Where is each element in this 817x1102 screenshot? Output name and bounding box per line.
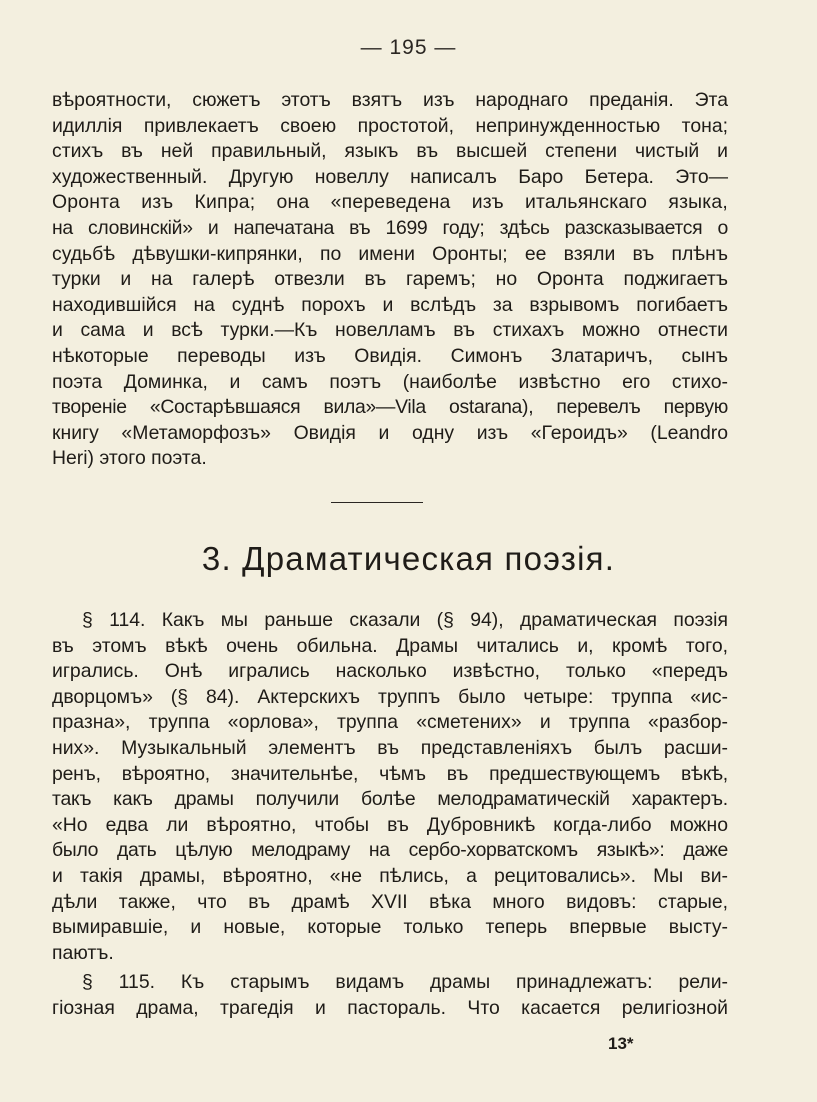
text-line: было дать цѣлую мелодраму на сербо-хорватскомъ языкѣ»: даже [52, 839, 728, 862]
text-line: паютъ. [52, 941, 114, 964]
text-line: них». Музыкальный элементъ въ представленіяхъ былъ расши- [52, 736, 728, 759]
text-line: Оронта изъ Кипра; она «переведена изъ итальянскаго языка, [52, 191, 728, 214]
text-line: такъ какъ драмы получили болѣе мелодраматическій характеръ. [52, 788, 728, 811]
paragraph-114 [52, 608, 728, 966]
text-line: § 115. Къ старымъ видамъ драмы принадлежатъ: рели- [82, 971, 728, 993]
paragraph-oronta [52, 88, 728, 472]
text-line: твореніе «Состарѣвшаяся вила»—Vila ostarana), перевелъ первую [52, 396, 728, 419]
text-line: дворцомъ» (§ 84). Актерскихъ труппъ было четыре: труппа «ис- [52, 685, 728, 708]
section-divider [331, 502, 423, 503]
text-line: турки и на галерѣ отвезли въ гаремъ; но Оронта поджигаетъ [52, 268, 728, 291]
text-line: игрались. Онѣ игрались насколько извѣстно, только «передъ [52, 660, 728, 683]
text-line: и такія драмы, вѣроятно, «не пѣлись, а рецитовались». Мы ви- [52, 864, 728, 887]
paragraph-115 [52, 970, 728, 1021]
text-line: книгу «Метаморфозъ» Овидія и одну изъ «Героидъ» (Leandro [52, 421, 728, 444]
text-line: стихъ въ ней правильный, языкъ въ высшей степени чистый и [52, 140, 728, 163]
text-line: вымиравшіе, и новые, которые только теперь впервые высту- [52, 916, 728, 939]
text-line: художественный. Другую новеллу написалъ Баро Бетера. Это— [52, 165, 728, 188]
text-line: поэта Доминка, и самъ поэтъ (наиболѣе извѣстно его стихо- [52, 370, 728, 393]
text-line: на словинскій» и напечатана въ 1699 году; здѣсь разсказывается о [52, 216, 728, 239]
text-line: и сама и всѣ турки.—Къ новелламъ въ стихахъ можно отнести [52, 319, 728, 342]
page-number-header: — 195 — [360, 36, 457, 59]
text-line: гіозная драма, трагедія и пастораль. Что касается религіозной [52, 996, 728, 1019]
signature-mark: 13* [608, 1034, 634, 1053]
text-line: вѣроятности, сюжетъ этотъ взятъ изъ народнаго преданія. Эта [52, 89, 728, 111]
text-line: идиллія привлекаетъ своею простотой, непринужденностью тона; [52, 114, 728, 137]
text-line: празна», труппа «орлова», труппа «сметених» и труппа «разбор- [52, 711, 728, 734]
text-line: ренъ, вѣроятно, значительнѣе, чѣмъ въ предшествующемъ вѣкѣ, [52, 762, 728, 785]
text-line: «Но едва ли вѣроятно, чтобы въ Дубровникѣ когда-либо можно [52, 813, 728, 836]
text-line: нѣкоторые переводы изъ Овидія. Симонъ Златаричъ, сынъ [52, 344, 728, 367]
text-line: дѣли также, что въ драмѣ XVII вѣка много видовъ: старые, [52, 890, 728, 913]
text-line: судьбѣ дѣвушки-кипрянки, по имени Оронты; ее взяли въ плѣнъ [52, 242, 728, 265]
text-line: въ этомъ вѣкѣ очень обильна. Драмы читались и, кромѣ того, [52, 634, 728, 657]
text-line: Heri) этого поэта. [52, 447, 207, 470]
text-line: § 114. Какъ мы раньше сказали (§ 94), драматическая поэзія [82, 609, 728, 631]
section-title: 3. Драматическая поэзія. [201, 540, 616, 577]
text-line: находившійся на суднѣ порохъ и вслѣдъ за взрывомъ погибаетъ [52, 293, 728, 316]
